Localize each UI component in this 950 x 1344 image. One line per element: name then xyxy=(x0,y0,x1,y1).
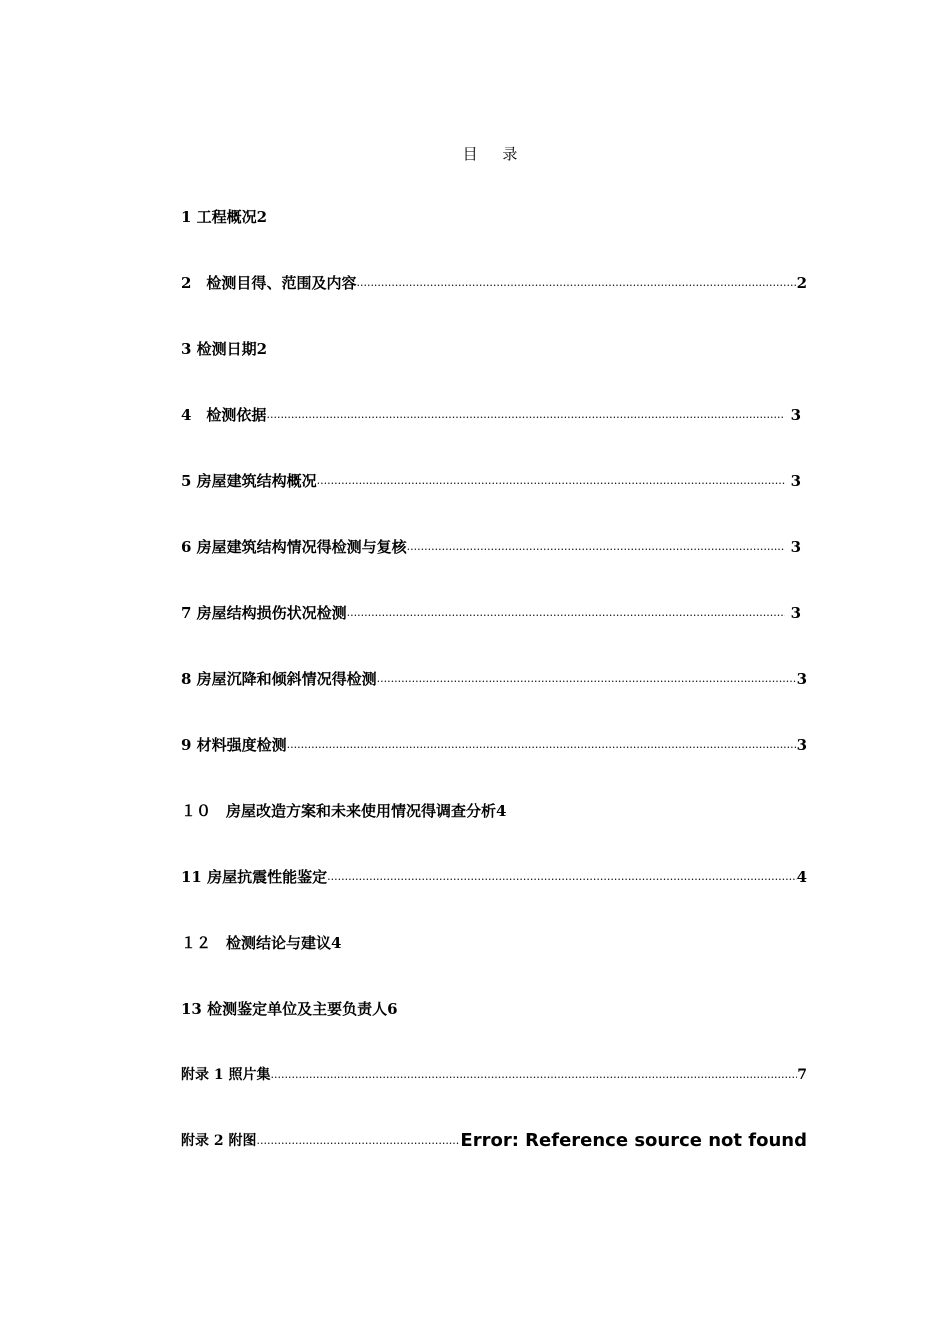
toc-dot-leader xyxy=(327,866,796,888)
toc-entry-appendix-1[interactable] xyxy=(181,1064,807,1130)
toc-entry-label: 4 检测依据 xyxy=(181,406,267,424)
toc-entry-1[interactable] xyxy=(181,206,807,272)
toc-entry-12[interactable] xyxy=(181,932,807,998)
toc-entry-10[interactable] xyxy=(181,800,807,866)
toc-entry-page: 2 xyxy=(256,340,268,358)
toc-entry-page: 2 xyxy=(796,274,807,292)
toc-dot-leader xyxy=(317,470,785,492)
toc-entry-label: １０ 房屋改造方案和未来使用情况得调查分析 xyxy=(181,802,497,820)
toc-entry-appendix-2[interactable] xyxy=(181,1130,807,1196)
toc-entry-page: 3 xyxy=(790,406,801,424)
toc-entry-7[interactable] xyxy=(181,602,801,668)
toc-entry-page: 4 xyxy=(796,868,807,886)
toc-entry-page: 3 xyxy=(796,736,807,754)
toc-entry-label: 5 房屋建筑结构概况 xyxy=(181,472,317,490)
toc-list xyxy=(181,206,807,1196)
toc-dot-leader xyxy=(347,602,785,624)
toc-title: 目 录 xyxy=(462,145,528,163)
toc-dot-leader xyxy=(407,536,785,558)
toc-entry-page: 3 xyxy=(790,472,801,490)
toc-entry-13[interactable] xyxy=(181,998,807,1064)
toc-entry-label: 8 房屋沉降和倾斜情况得检测 xyxy=(181,670,377,688)
toc-dot-leader xyxy=(377,668,797,690)
toc-entry-label: 11 房屋抗震性能鉴定 xyxy=(181,868,328,886)
toc-entry-label: 1 工程概况 xyxy=(181,208,257,226)
toc-entry-6[interactable] xyxy=(181,536,801,602)
toc-entry-11[interactable] xyxy=(181,866,807,932)
toc-entry-label: 9 材料强度检测 xyxy=(181,736,287,754)
toc-dot-leader xyxy=(287,734,797,756)
toc-entry-9[interactable] xyxy=(181,734,807,800)
toc-entry-2[interactable] xyxy=(181,272,807,338)
toc-entry-label: １２ 检测结论与建议 xyxy=(181,934,332,952)
toc-entry-label: 7 房屋结构损伤状况检测 xyxy=(181,604,347,622)
toc-dot-leader xyxy=(356,272,796,294)
toc-entry-page: 6 xyxy=(387,1000,398,1018)
toc-entry-5[interactable] xyxy=(181,470,801,536)
toc-dot-leader xyxy=(271,1064,798,1086)
reference-error-text: Error: Reference source not found xyxy=(460,1130,807,1151)
toc-entry-3[interactable] xyxy=(181,338,807,404)
toc-entry-page: 4 xyxy=(496,802,507,820)
toc-dot-leader xyxy=(266,404,784,426)
toc-entry-label: 附录 1 照片集 xyxy=(181,1067,271,1083)
toc-entry-label: 2 检测目得、范围及内容 xyxy=(181,274,357,292)
toc-entry-page: 3 xyxy=(790,538,801,556)
toc-entry-label: 13 检测鉴定单位及主要负责人 xyxy=(181,1000,388,1018)
toc-entry-label: 附录 2 附图 xyxy=(181,1133,257,1149)
toc-entry-label: 6 房屋建筑结构情况得检测与复核 xyxy=(181,538,407,556)
toc-entry-4[interactable] xyxy=(181,404,801,470)
toc-entry-label: 3 检测日期 xyxy=(181,340,257,358)
toc-entry-page: 4 xyxy=(331,934,342,952)
toc-entry-page: 7 xyxy=(797,1067,807,1083)
toc-entry-page: 2 xyxy=(256,208,268,226)
toc-entry-page: 3 xyxy=(796,670,807,688)
toc-entry-8[interactable] xyxy=(181,668,807,734)
toc-entry-page: 3 xyxy=(790,604,801,622)
toc-dot-leader xyxy=(257,1130,461,1152)
